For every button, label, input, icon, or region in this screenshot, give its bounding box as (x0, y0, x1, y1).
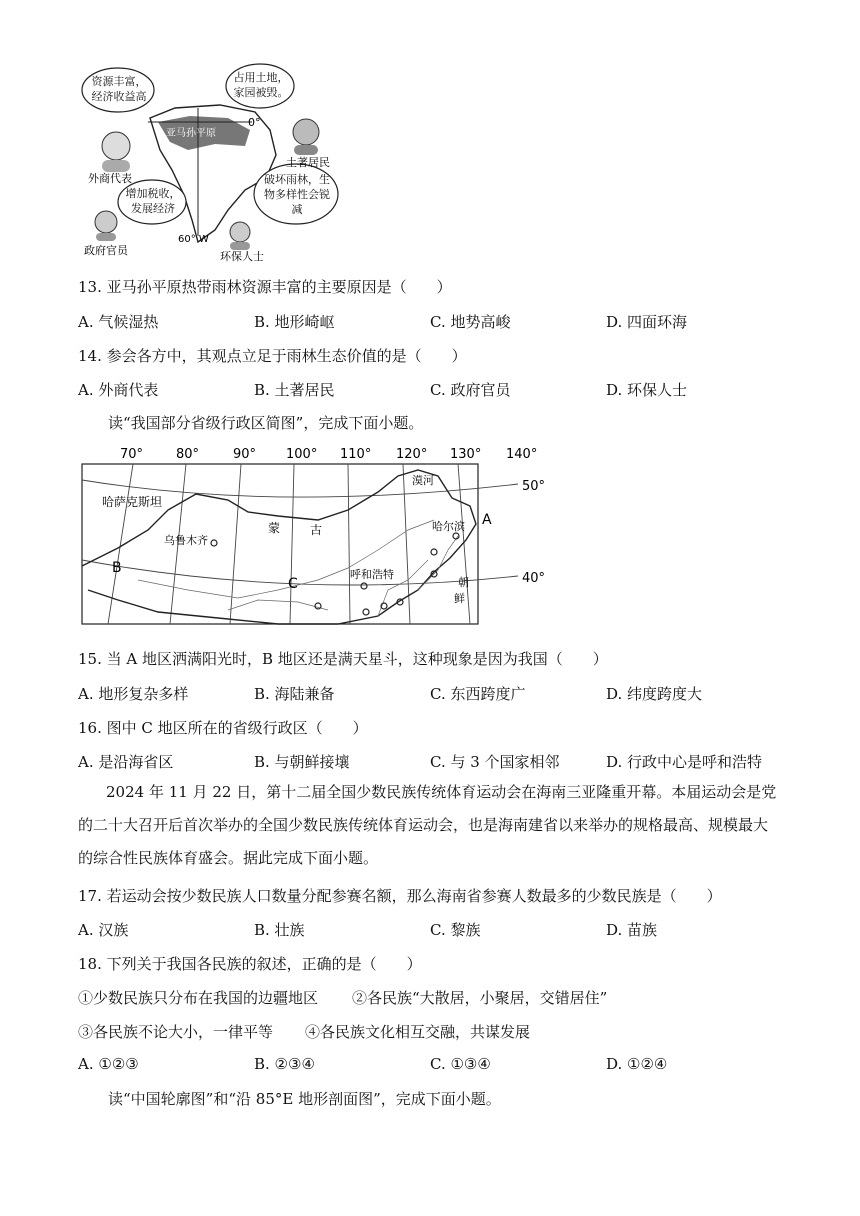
q16-stem: 16. 图中 C 地区所在的省级行政区（ ） (78, 719, 368, 737)
kazakhstan-label: 哈萨克斯坦 (102, 495, 163, 509)
person-gov-label: 政府官员 (84, 244, 128, 257)
q13-option-a[interactable]: A. 气候湿热 (78, 313, 159, 331)
person-native-label: 土著居民 (286, 156, 330, 169)
q17-option-d[interactable]: D. 苗族 (606, 921, 658, 939)
q16-option-c[interactable]: C. 与 3 个国家相邻 (430, 753, 560, 771)
q15-option-a[interactable]: A. 地形复杂多样 (78, 685, 189, 703)
q14-stem: 14. 参会各方中，其观点立足于雨林生态价值的是（ ） (78, 347, 467, 365)
q18-option-d[interactable]: D. ①②④ (606, 1055, 668, 1073)
equator-label: 0° (248, 116, 261, 129)
q18-statement-1: ①少数民族只分布在我国的边疆地区 (78, 989, 319, 1007)
lon-label-140: 140° (506, 447, 538, 462)
region-b-label: B (112, 560, 122, 576)
parallel-40 (82, 560, 518, 585)
mongolia-label-2: 古 (310, 523, 323, 537)
lon-label-80: 80° (176, 447, 200, 462)
hohhot-label: 呼和浩特 (350, 568, 394, 581)
mongolia-label-1: 蒙 (268, 521, 281, 535)
harbin-marker (453, 533, 459, 539)
bubble-env-text: 破坏雨林，生物多样性会锐减 (264, 173, 330, 216)
q13-option-c[interactable]: C. 地势高峻 (430, 313, 511, 331)
q15-option-c[interactable]: C. 东西跨度广 (430, 685, 526, 703)
lon-label-110: 110° (340, 447, 372, 462)
intro-ethnic-games: 2024 年 11 月 22 日，第十二届全国少数民族传统体育运动会在海南三亚隆重开幕。本届运动会是党的二十大召开后首次举办的全国少数民族传统体育运动会，也是海南建省以来举办的规格最高、规模最大的综合性民族体育盛会。据此完成下面小题。 (78, 783, 777, 867)
foreign-rep-avatar (102, 132, 130, 172)
intro-map-question: 读“我国部分省级行政区简图”，完成下面小题。 (108, 414, 424, 432)
bubble-foreign-text: 资源丰富，经济收益高 (91, 75, 147, 103)
bubble-gov-text: 增加税收，发展经济 (125, 187, 181, 215)
q18-option-a[interactable]: A. ①②③ (78, 1055, 139, 1073)
lat-label-50: 50° (522, 479, 546, 494)
q17-option-a[interactable]: A. 汉族 (78, 921, 129, 939)
q16-option-a[interactable]: A. 是沿海省区 (78, 753, 174, 771)
lon-label-130: 130° (450, 447, 482, 462)
amazon-label: 亚马孙平原 (166, 128, 216, 139)
intro-profile-question: 读“中国轮廓图”和“沿 85°E 地形剖面图”，完成下面小题。 (108, 1090, 501, 1108)
mohe-label: 漠河 (412, 474, 434, 487)
korea-label-2: 鲜 (454, 592, 465, 605)
korea-label-1: 朝 (458, 576, 469, 589)
q16-option-d[interactable]: D. 行政中心是呼和浩特 (606, 753, 763, 771)
person-foreign-label: 外商代表 (88, 172, 132, 185)
q15-option-b[interactable]: B. 海陆兼备 (254, 685, 335, 703)
lon-label-90: 90° (233, 447, 257, 462)
bubble-native-text: 占用土地，家园被毁。 (233, 71, 289, 99)
amazon-figure (80, 60, 350, 270)
q14-option-a[interactable]: A. 外商代表 (78, 381, 159, 399)
gov-avatar (95, 211, 117, 241)
urumqi-marker (211, 540, 217, 546)
q14-option-d[interactable]: D. 环保人士 (606, 381, 688, 399)
q18-option-b[interactable]: B. ②③④ (254, 1055, 315, 1073)
q18-statement-2: ②各民族“大散居，小聚居，交错居住” (352, 989, 608, 1007)
q16-option-b[interactable]: B. 与朝鲜接壤 (254, 753, 350, 771)
person-env-label: 环保人士 (220, 250, 264, 263)
harbin-label: 哈尔滨 (432, 520, 465, 533)
lon-label-70: 70° (120, 447, 144, 462)
city-marker-3 (361, 583, 367, 589)
meridian-label: 60° W (178, 234, 209, 245)
q14-option-b[interactable]: B. 土著居民 (254, 381, 335, 399)
q18-statement-3: ③各民族不论大小，一律平等 (78, 1023, 274, 1041)
region-a-label: A (482, 512, 492, 528)
q14-option-c[interactable]: C. 政府官员 (430, 381, 511, 399)
city-marker-4 (315, 603, 321, 609)
q17-option-c[interactable]: C. 黎族 (430, 921, 481, 939)
lon-label-100: 100° (286, 447, 318, 462)
region-c-label: C (288, 576, 298, 592)
q13-option-d[interactable]: D. 四面环海 (606, 313, 688, 331)
city-marker-1 (431, 549, 437, 555)
q13-stem: 13. 亚马孙平原热带雨林资源丰富的主要原因是（ ） (78, 278, 452, 296)
env-avatar (230, 222, 250, 250)
china-province-map (78, 440, 558, 630)
q17-option-b[interactable]: B. 壮族 (254, 921, 305, 939)
q18-stem: 18. 下列关于我国各民族的叙述，正确的是（ ） (78, 955, 422, 973)
q15-stem: 15. 当 A 地区洒满阳光时，B 地区还是满天星斗，这种现象是因为我国（ ） (78, 650, 608, 668)
native-avatar (293, 119, 319, 155)
q18-option-c[interactable]: C. ①③④ (430, 1055, 491, 1073)
lat-label-40: 40° (522, 571, 546, 586)
q18-statement-4: ④各民族文化相互交融，共谋发展 (305, 1023, 531, 1041)
city-marker-5 (363, 609, 369, 615)
q15-option-d[interactable]: D. 纬度跨度大 (606, 685, 703, 703)
q13-option-b[interactable]: B. 地形崎岖 (254, 313, 335, 331)
meridians (108, 464, 470, 624)
q17-stem: 17. 若运动会按少数民族人口数量分配参赛名额，那么海南省参赛人数最多的少数民族是（ ） (78, 887, 722, 905)
urumqi-label: 乌鲁木齐 (164, 534, 208, 547)
lon-label-120: 120° (396, 447, 428, 462)
